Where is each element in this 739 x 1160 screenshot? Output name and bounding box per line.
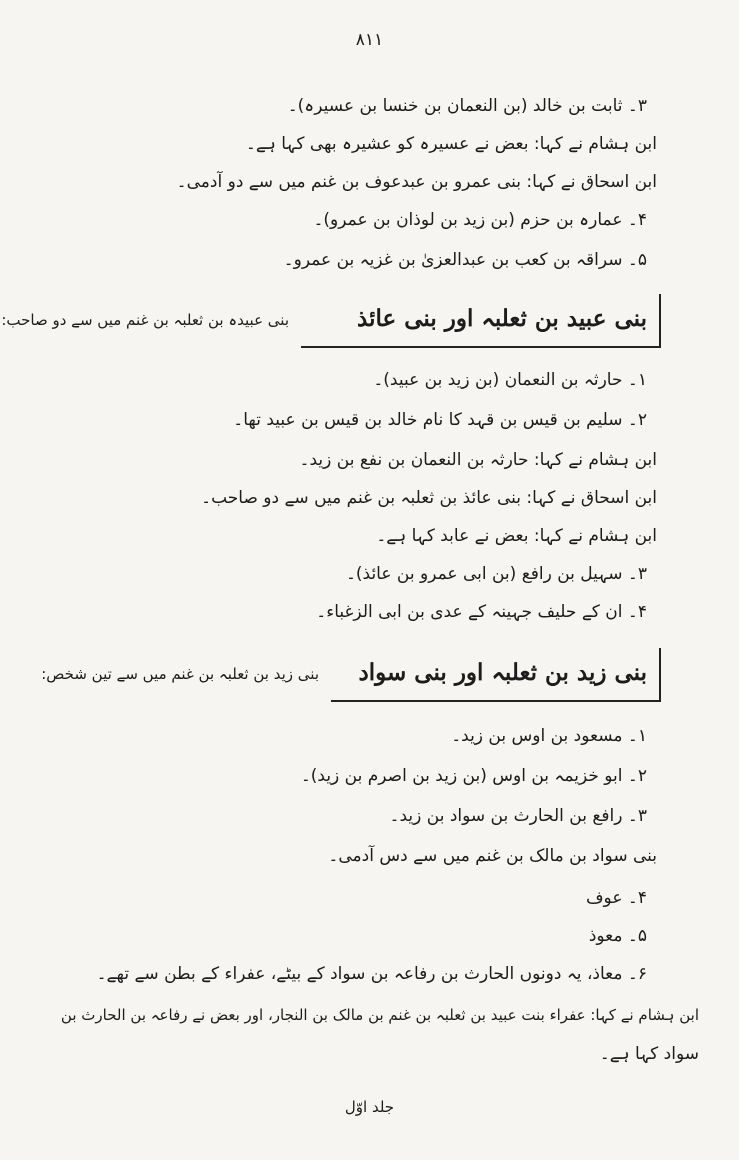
heading-title: بنی عبید بن ثعلبہ اور بنی عائذ: [301, 294, 661, 348]
text-line: ابن اسحاق نے کہا: بنی عمرو بن عبدعوف بن غنم میں سے دو آدمی۔: [176, 172, 657, 192]
text-line: ۲۔ سلیم بن قیس بن قہد کا نام خالد بن قیس بن عبید تھا۔: [233, 410, 647, 430]
text-line: ۵۔ معوذ: [588, 926, 647, 946]
heading-title: بنی زید بن ثعلبہ اور بنی سواد: [331, 648, 661, 702]
text-line: ۱۔ حارثہ بن النعمان (بن زید بن عبید)۔: [373, 370, 647, 390]
text-line: ۱۔ مسعود بن اوس بن زید۔: [451, 726, 647, 746]
text-line: ۴۔ ان کے حلیف جہینہ کے عدی بن ابی الزغباء۔: [316, 602, 647, 622]
heading-subtitle: بنی عبیدہ بن ثعلبہ بن غنم میں سے دو صاحب:: [1, 311, 289, 329]
footer-volume: جلد اوّل: [344, 1098, 395, 1116]
page-number: ۸۱۱: [355, 30, 384, 50]
section-heading: [1, 294, 661, 348]
text-line: ۵۔ سراقہ بن کعب بن عبدالعزیٰ بن غزیہ بن عمرو۔: [283, 250, 647, 270]
text-line: ۴۔ عمارہ بن حزم (بن زید بن لوذان بن عمرو)۔: [313, 210, 647, 230]
text-line: ۶۔ معاذ، یہ دونوں الحارث بن رفاعہ بن سواد کے بیٹے، عفراء کے بطن سے تھے۔: [96, 964, 647, 984]
text-line: ابن ہشام نے کہا: بعض نے عسیرہ کو عشیرہ بھی کہا ہے۔: [245, 134, 657, 154]
heading-subtitle: بنی زید بن ثعلبہ بن غنم میں سے تین شخص:: [41, 665, 319, 683]
text-line: ابن ہشام نے کہا: بعض نے عابد کہا ہے۔: [376, 526, 657, 546]
text-line: ۳۔ سہیل بن رافع (بن ابی عمرو بن عائذ)۔: [345, 564, 647, 584]
text-line: ابن اسحاق نے کہا: بنی عائذ بن ثعلبہ بن غنم میں سے دو صاحب۔: [201, 488, 657, 508]
section-heading: [41, 648, 661, 702]
text-line: ابن ہشام نے کہا: حارثہ بن النعمان بن نفع بن زید۔: [299, 450, 657, 470]
text-line: بنی سواد بن مالک بن غنم میں سے دس آدمی۔: [328, 846, 657, 866]
text-line: ۴۔ عوف: [585, 888, 647, 908]
text-line: ۲۔ ابو خزیمہ بن اوس (بن زید بن اصرم بن زید)۔: [300, 766, 647, 786]
text-line: ۳۔ رافع بن الحارث بن سواد بن زید۔: [389, 806, 647, 826]
text-line: ۳۔ ثابت بن خالد (بن النعمان بن خنسا بن عسیرہ)۔: [287, 96, 647, 116]
text-line: سواد کہا ہے۔: [599, 1044, 699, 1064]
text-line: ابن ہشام نے کہا: عفراء بنت عبید بن ثعلبہ بن غنم بن مالک بن النجار، اور بعض نے رفاعہ بن الحارث بن: [60, 1006, 699, 1024]
